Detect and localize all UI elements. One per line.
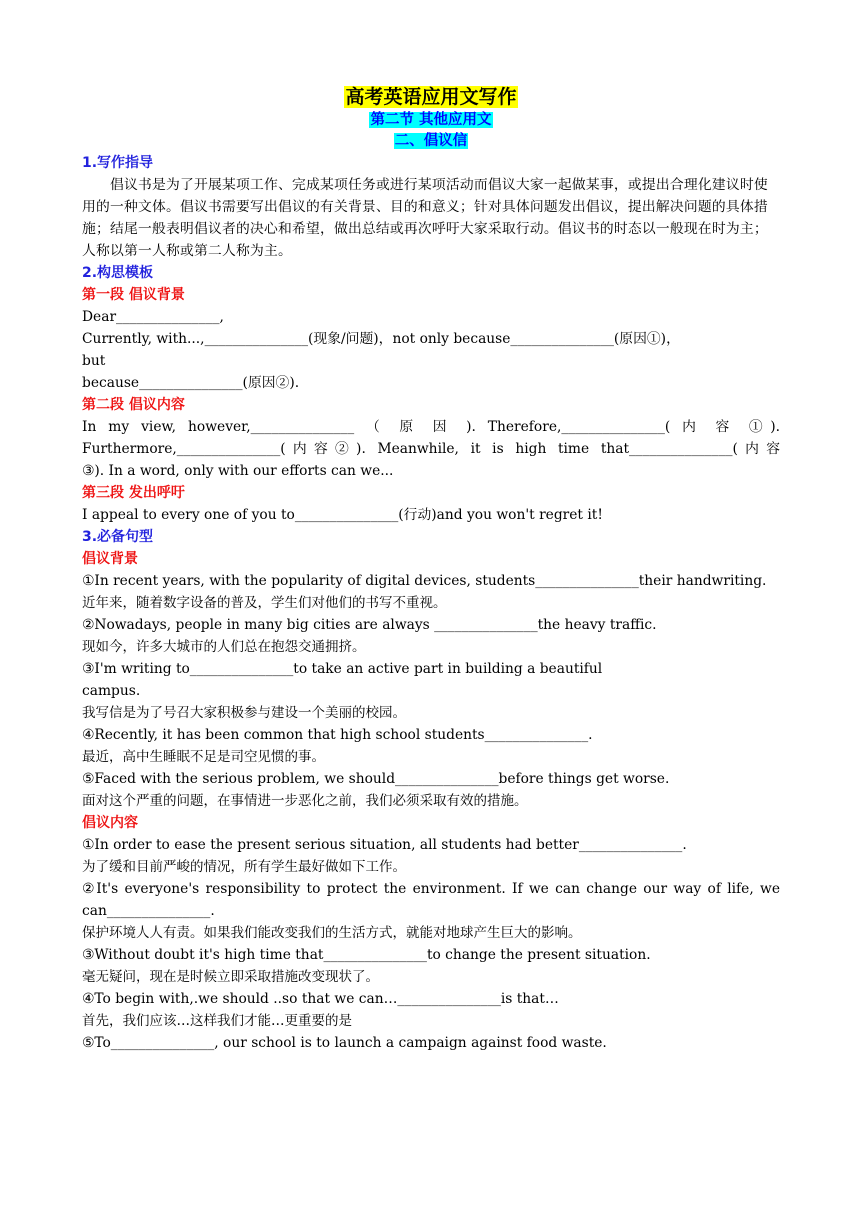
template-line: In my view, however,_______________ （ 原 因 ). Therefore,_______________( 内 容 ①). — [82, 419, 780, 435]
sentence-cn: 最近，高中生睡眠不足是司空见惯的事。 — [82, 749, 325, 765]
sentence-cn: 为了缓和目前严峻的情况，所有学生最好做如下工作。 — [82, 859, 406, 875]
sentence-en: ⑤Faced with the serious problem, we should_______________before things get worse. — [82, 771, 670, 787]
sentence-cn: 面对这个严重的问题，在事情进一步恶化之前，我们必须采取有效的措施。 — [82, 793, 528, 809]
sentence-cn: 现如今，许多大城市的人们总在抱怨交通拥挤。 — [82, 639, 366, 655]
template-line: because_______________(原因②). — [82, 375, 300, 391]
sentence-cn: 首先，我们应该…这样我们才能…更重要的是 — [82, 1013, 352, 1029]
document-page — [82, 84, 780, 1054]
sentence-en: ④To begin with,.we should ..so that we can…_______________is that… — [82, 991, 559, 1007]
document-title: 高考英语应用文写作 — [345, 86, 517, 108]
template-heading: 2.构思模板 — [82, 265, 154, 281]
paragraph1-heading: 第一段 倡议背景 — [82, 287, 185, 303]
sentence-cn: 近年来，随着数字设备的普及，学生们对他们的书写不重视。 — [82, 595, 447, 611]
sentence-cn: 保护环境人人有责。如果我们能改变我们的生活方式，就能对地球产生巨大的影响。 — [82, 925, 582, 941]
background-heading: 倡议背景 — [82, 551, 138, 567]
sentence-en-cont: campus. — [82, 683, 141, 699]
content-heading: 倡议内容 — [82, 815, 138, 831]
sentence-en: ④Recently, it has been common that high school students_______________. — [82, 727, 593, 743]
subsection-title: 二、倡议信 — [394, 133, 468, 149]
guide-paragraph: 倡议书是为了开展某项工作、完成某项任务或进行某项活动而倡议大家一起做某事，或提出合理化建议时使用的一种文体。倡议书需要写出倡议的有关背景、目的和意义；针对具体问题发出倡议，提出解决问题的具体措施；结尾一般表明倡议者的决心和希望，做出总结或再次呼吁大家采取行动。倡议书的时态以一般现在时为主；人称以第一人称或第二人称为主。 — [82, 177, 768, 259]
template-line: Dear_______________, — [82, 309, 224, 325]
sentence-en: ②It's everyone's responsibility to protect the environment. If we can change our way of life, we can_______________. — [82, 881, 780, 919]
template-line: ③). In a word, only with our efforts can we... — [82, 463, 394, 479]
template-line: but — [82, 353, 106, 369]
sentence-en: ⑤To_______________, our school is to launch a campaign against food waste. — [82, 1035, 607, 1051]
template-line: Currently, with...,_______________(现象/问题)，not only because_______________(原因①)， — [82, 331, 680, 347]
sentence-cn: 毫无疑问，现在是时候立即采取措施改变现状了。 — [82, 969, 379, 985]
paragraph2-heading: 第二段 倡议内容 — [82, 397, 185, 413]
sentences-heading: 3.必备句型 — [82, 529, 154, 545]
template-line: Furthermore,_______________(内容②). Meanwhile, it is high time that_______________(内容 — [82, 441, 780, 457]
sentence-en: ③Without doubt it's high time that_______________to change the present situation. — [82, 947, 651, 963]
paragraph3-heading: 第三段 发出呼吁 — [82, 485, 185, 501]
sentence-en: ①In order to ease the present serious situation, all students had better_______________. — [82, 837, 687, 853]
sentence-cn: 我写信是为了号召大家积极参与建设一个美丽的校园。 — [82, 705, 406, 721]
section-title: 第二节 其他应用文 — [370, 112, 492, 128]
sentence-en: ①In recent years, with the popularity of digital devices, students_______________their handwriting. — [82, 573, 767, 589]
sentence-en: ②Nowadays, people in many big cities are always _______________the heavy traffic. — [82, 617, 657, 633]
template-line: I appeal to every one of you to_______________(行动)and you won't regret it! — [82, 507, 603, 523]
guide-heading: 1.写作指导 — [82, 155, 154, 171]
sentence-en: ③I'm writing to_______________to take an active part in building a beautiful — [82, 661, 603, 677]
